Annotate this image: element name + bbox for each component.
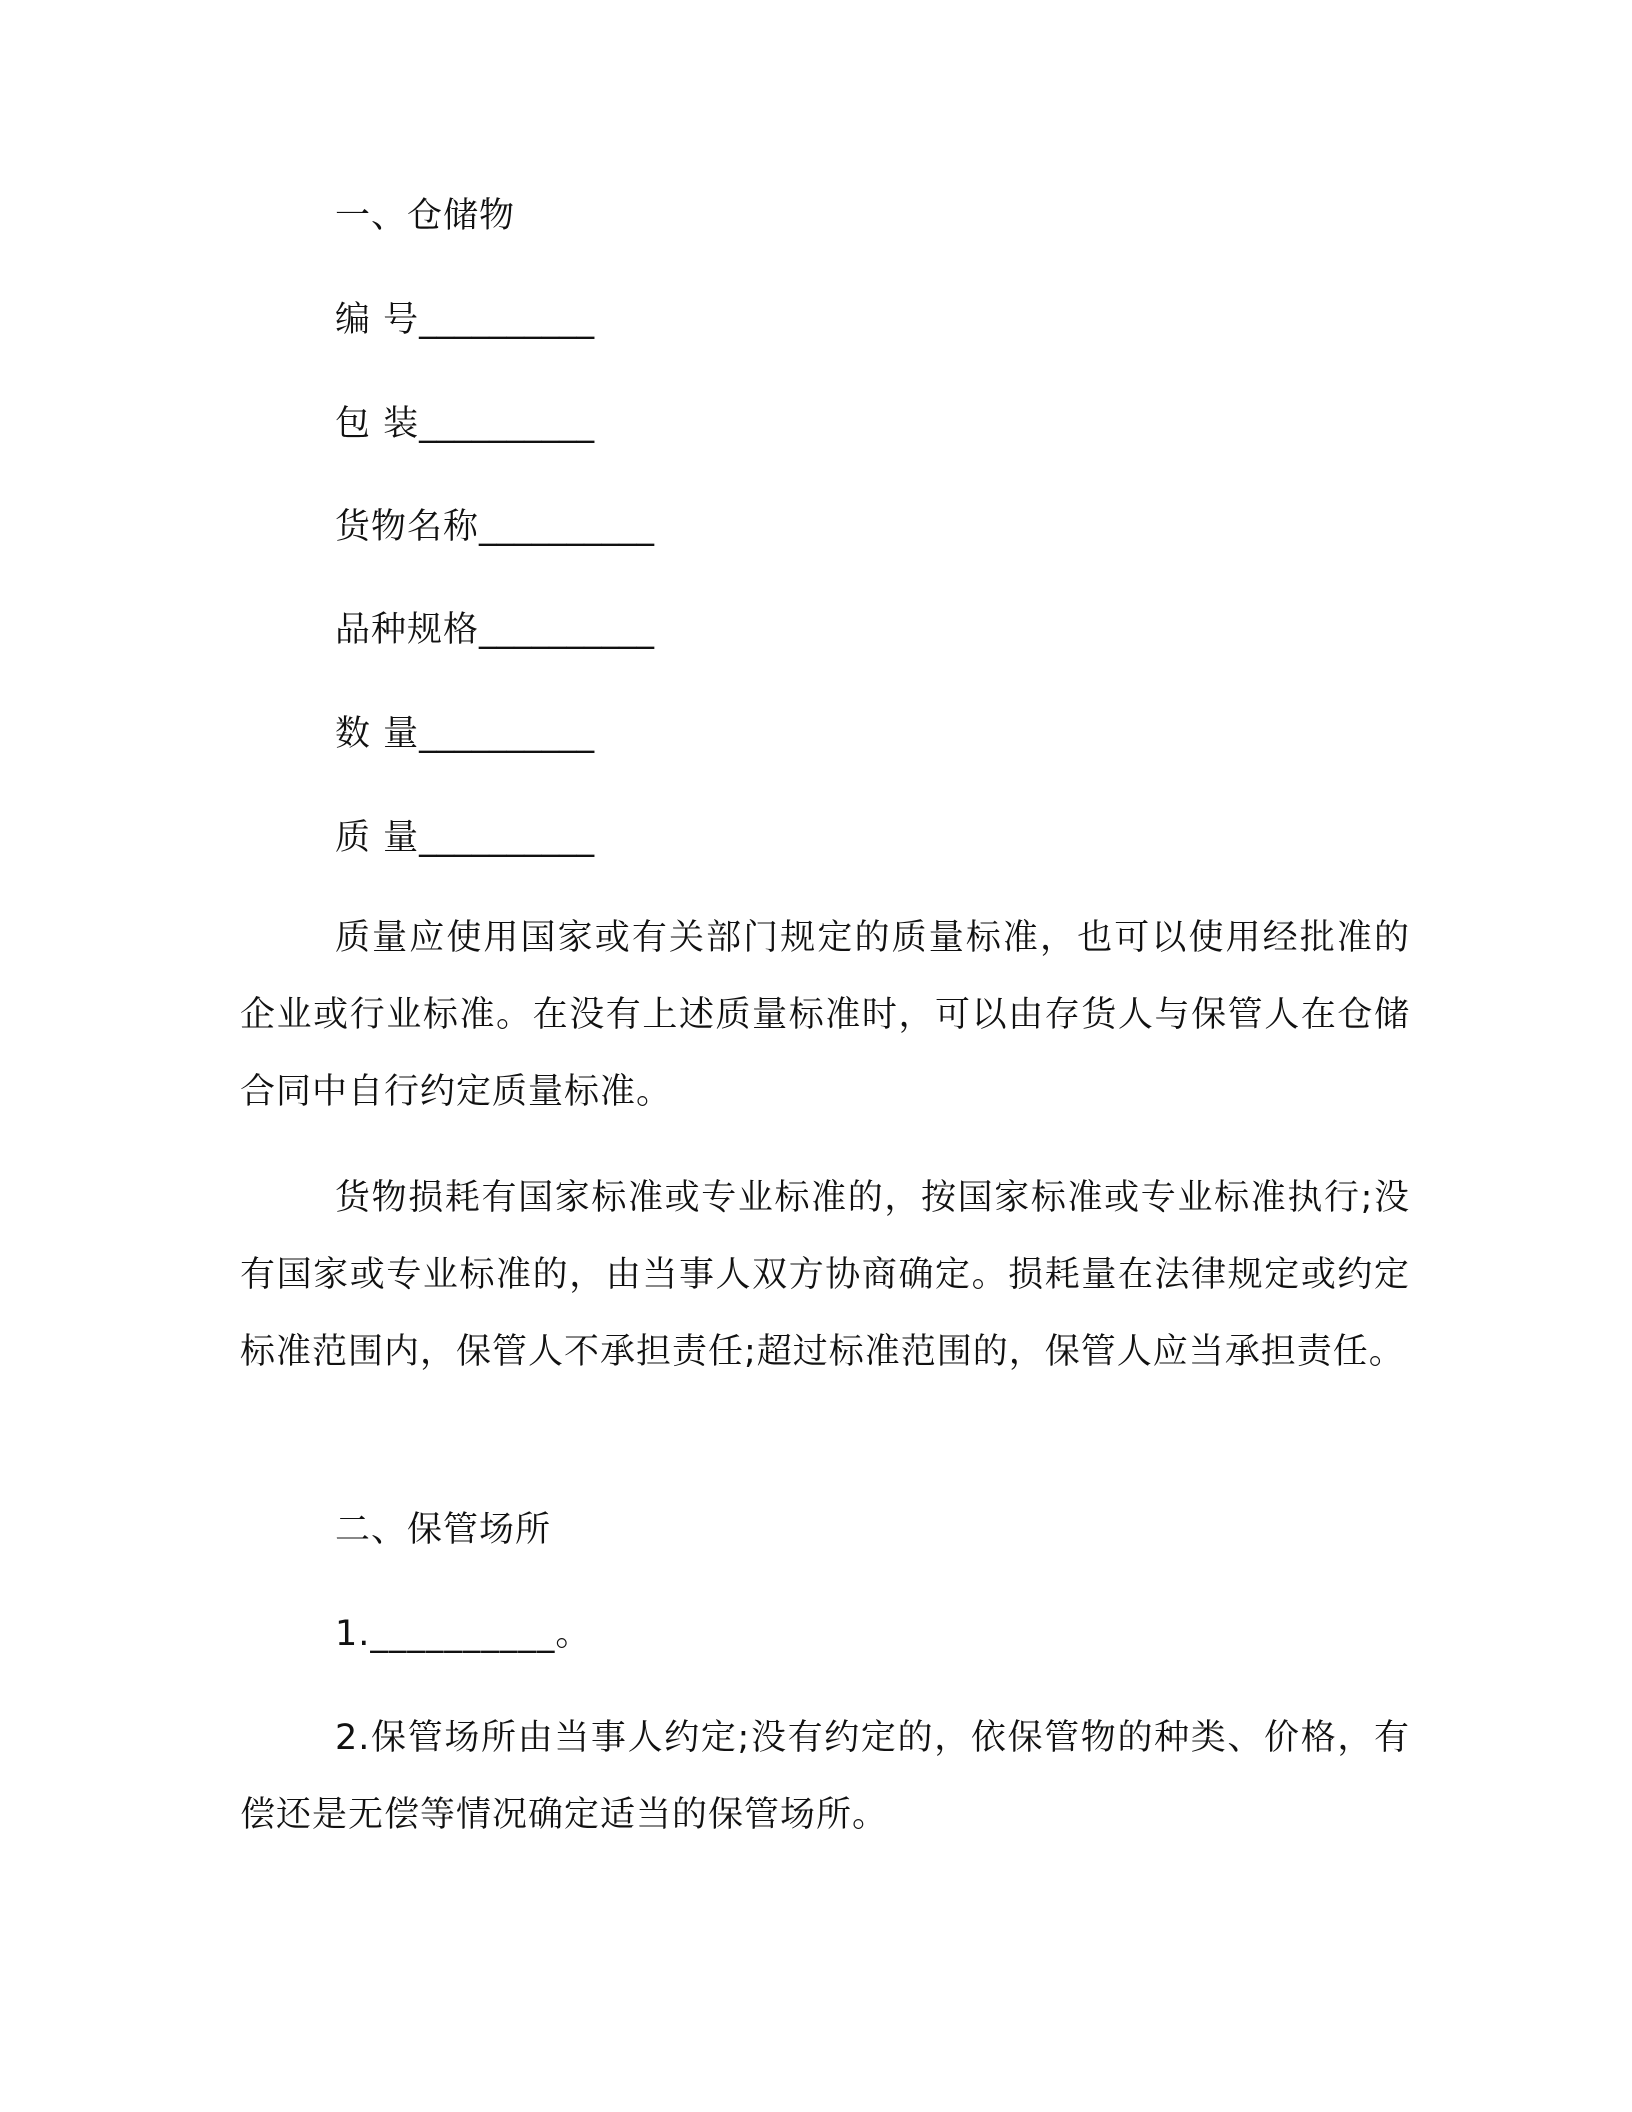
paragraph-goods-loss: 货物损耗有国家标准或专业标准的，按国家标准或专业标准执行;没有国家或专业标准的，由当事人双方协商确定。损耗量在法律规定或约定标准范围内，保管人不承担责任;超过标准范围的，保管人应当承担责任。 — [240, 1178, 1410, 1372]
paragraph-quality-standard: 质量应使用国家或有关部门规定的质量标准，也可以使用经批准的企业或行业标准。在没有上述质量标准时，可以由存货人与保管人在仓储合同中自行约定质量标准。 — [240, 918, 1410, 1112]
field-variety-spec — [335, 606, 654, 654]
field-serial-number — [335, 296, 594, 344]
fill-blank: __________ — [479, 507, 655, 547]
field-quantity — [335, 710, 594, 758]
field-label: 编 号 — [335, 300, 420, 340]
fill-blank: __________ — [479, 610, 655, 650]
fill-blank: __________ — [419, 300, 595, 340]
field-label: 数 量 — [335, 714, 420, 754]
field-goods-name — [335, 503, 654, 551]
section-heading-storage-location: 二、保管场所 — [335, 1510, 552, 1550]
field-packaging — [335, 400, 594, 448]
fill-blank: __________ — [419, 818, 595, 858]
field-label: 货物名称 — [335, 507, 480, 547]
fill-blank: __________ — [419, 404, 595, 444]
field-label: 包 装 — [335, 404, 420, 444]
list-item-location-1: 1.__________。 — [335, 1614, 592, 1654]
section-heading-storage-goods: 一、仓储物 — [335, 196, 516, 236]
field-quality — [335, 814, 594, 862]
field-label: 品种规格 — [335, 610, 480, 650]
fill-blank: __________ — [419, 714, 595, 754]
field-label: 质 量 — [335, 818, 420, 858]
list-item-location-2: 2.保管场所由当事人约定;没有约定的，依保管物的种类、价格，有偿还是无偿等情况确定适当的保管场所。 — [240, 1718, 1410, 1835]
